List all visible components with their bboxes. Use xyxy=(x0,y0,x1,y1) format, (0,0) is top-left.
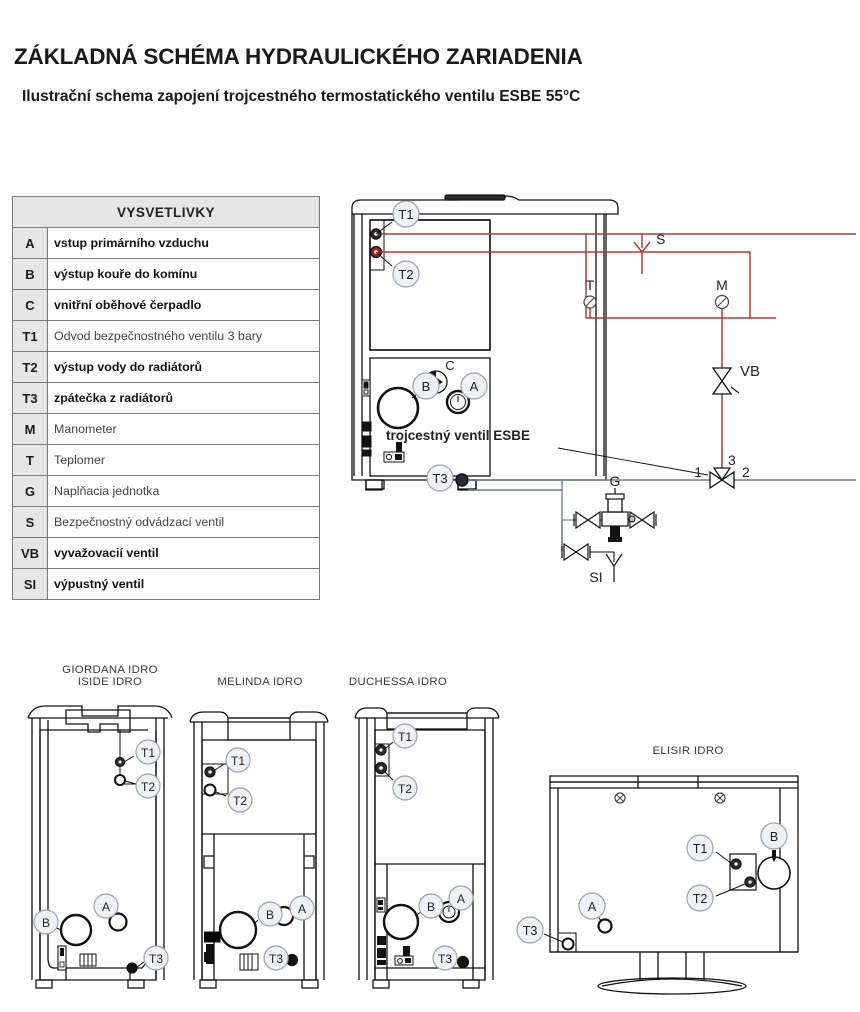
callout-t3 xyxy=(264,946,288,970)
flue-outlet-circle xyxy=(61,915,91,945)
caption-line-1: GIORDANA IDRO xyxy=(62,664,158,676)
legend-key: G xyxy=(13,476,48,507)
elisir-air-inlet xyxy=(599,920,612,933)
callout-a xyxy=(290,896,314,920)
table-row xyxy=(13,445,320,476)
duchessa-ports xyxy=(375,744,389,776)
melinda-ports xyxy=(202,764,228,796)
hydraulic-schematic xyxy=(340,190,860,600)
page-title: ZÁKLADNÁ SCHÉMA HYDRAULICKÉHO ZARIADENIA xyxy=(14,44,583,69)
label-vb: VB xyxy=(740,363,761,380)
model-caption-duchessa xyxy=(318,676,478,688)
callout-t3 xyxy=(427,465,456,491)
callout-t1 xyxy=(215,748,250,772)
caption-line-1: MELINDA IDRO xyxy=(217,676,303,688)
legend-value: vstup primárního vzduchu xyxy=(48,228,320,259)
three-way-valve-esbe xyxy=(710,468,734,488)
esbe-note: trojcestný ventil ESBE xyxy=(385,428,530,443)
legend-value: výpustný ventil xyxy=(48,569,320,600)
subtitle-esbe: ESBE 55°C xyxy=(499,88,581,105)
legend-key: S xyxy=(13,507,48,538)
legend-key: C xyxy=(13,290,48,321)
port-t2-fitting xyxy=(115,775,125,785)
legend-key: T1 xyxy=(13,321,48,352)
svg-text:T1: T1 xyxy=(692,842,708,856)
legend-key: M xyxy=(13,414,48,445)
callout-b xyxy=(412,373,439,399)
svg-text:A: A xyxy=(297,902,307,916)
safety-valve-s xyxy=(634,234,650,274)
port-t3-fitting xyxy=(127,963,137,973)
caption-line-2: ISIDE IDRO xyxy=(77,676,143,688)
svg-text:T2: T2 xyxy=(232,794,248,808)
subtitle-text: Ilustrační schema zapojení trojcestného termostatického ventilu xyxy=(22,88,500,105)
label-g: G xyxy=(609,473,621,489)
elisir-t3 xyxy=(517,917,576,952)
balancing-valve-vb xyxy=(713,368,739,394)
table-row xyxy=(13,259,320,290)
flue-outlet-circle xyxy=(220,912,256,948)
svg-text:A: A xyxy=(469,379,479,394)
svg-text:T2: T2 xyxy=(398,267,414,282)
caption-line-1: ELISIR IDRO xyxy=(652,745,724,757)
caption-line-1: DUCHESSA IDRO xyxy=(348,676,448,688)
callout-a xyxy=(461,373,487,399)
model-diagram-giordana xyxy=(10,700,190,1000)
callout-t2 xyxy=(125,774,160,798)
legend-key: T3 xyxy=(13,383,48,414)
elisir-top-screws xyxy=(615,793,725,803)
svg-text:A: A xyxy=(101,900,111,914)
table-row xyxy=(13,476,320,507)
table-row xyxy=(13,414,320,445)
callout-t1 xyxy=(376,201,419,234)
legend-value: Teplomer xyxy=(48,445,320,476)
legend-key: A xyxy=(13,228,48,259)
flue-outlet-circle xyxy=(378,388,418,428)
callout-a xyxy=(449,886,473,910)
legend-key: T xyxy=(13,445,48,476)
port-t3-fitting xyxy=(563,939,574,950)
legend-header: VYSVETLIVKY xyxy=(13,197,320,228)
legend-key: T2 xyxy=(13,352,48,383)
port-t3-fitting xyxy=(458,957,469,968)
label-m: M xyxy=(716,277,728,293)
table-row xyxy=(13,538,320,569)
legend-value: výstup kouře do komínu xyxy=(48,259,320,290)
svg-text:T1: T1 xyxy=(140,746,156,760)
legend-value: vnitřní oběhové čerpadlo xyxy=(48,290,320,321)
legend-table xyxy=(12,196,320,600)
stove-top-ports xyxy=(370,220,384,270)
svg-text:A: A xyxy=(456,892,466,906)
svg-text:C: C xyxy=(445,358,455,373)
svg-text:T2: T2 xyxy=(140,780,156,794)
legend-key: VB xyxy=(13,538,48,569)
callout-t2 xyxy=(687,884,745,911)
svg-text:T3: T3 xyxy=(268,952,284,966)
table-row xyxy=(13,228,320,259)
callout-t3 xyxy=(137,946,168,970)
legend-value: vyvažovacií ventil xyxy=(48,538,320,569)
port-t3-fitting xyxy=(456,474,468,486)
callout-t2 xyxy=(216,788,252,812)
model-diagram-melinda xyxy=(180,706,350,1002)
table-row xyxy=(13,507,320,538)
model-diagram-elisir xyxy=(510,758,860,1012)
table-row xyxy=(13,383,320,414)
label-t: T xyxy=(585,277,595,293)
legend-value: Naplňacia jednotka xyxy=(48,476,320,507)
callout-b xyxy=(34,910,62,934)
svg-text:T1: T1 xyxy=(397,730,413,744)
esbe-leader-line xyxy=(558,448,708,475)
legend-key: B xyxy=(13,259,48,290)
legend-key: SI xyxy=(13,569,48,600)
callout-b xyxy=(415,894,443,918)
legend-value: výstup vody do radiátorů xyxy=(48,352,320,383)
svg-text:B: B xyxy=(426,900,436,914)
svg-text:T2: T2 xyxy=(397,782,413,796)
table-row xyxy=(13,321,320,352)
label-si: SI xyxy=(589,569,603,585)
manometer-m xyxy=(716,296,729,319)
callout-t1 xyxy=(386,724,417,748)
elisir-flue xyxy=(758,850,790,889)
legend-value: Manometer xyxy=(48,414,320,445)
callout-t2 xyxy=(385,772,417,800)
callout-b xyxy=(254,902,282,926)
table-row xyxy=(13,290,320,321)
table-row xyxy=(13,569,320,600)
stove-main-outline xyxy=(352,195,618,490)
model-caption-elisir xyxy=(558,745,818,757)
giordana-components xyxy=(58,914,137,974)
svg-text:B: B xyxy=(769,830,779,844)
port-t2-fitting xyxy=(205,785,216,796)
callout-c xyxy=(445,358,454,373)
table-row xyxy=(13,352,320,383)
svg-text:T2: T2 xyxy=(692,892,708,906)
legend-value: Odvod bezpečnostného ventilu 3 bary xyxy=(48,321,320,352)
air-inlet-circle xyxy=(599,920,612,933)
callout-b xyxy=(761,823,787,849)
model-caption-giordana xyxy=(50,664,170,688)
svg-text:T3: T3 xyxy=(522,924,538,938)
model-diagram-duchessa xyxy=(345,700,515,1002)
elisir-outline xyxy=(550,776,798,994)
svg-text:T1: T1 xyxy=(230,754,246,768)
svg-text:A: A xyxy=(587,900,597,914)
callout-a xyxy=(579,893,605,921)
callout-a xyxy=(94,894,118,918)
svg-text:B: B xyxy=(421,379,431,394)
label-s: S xyxy=(656,231,666,247)
callout-t1 xyxy=(687,835,731,863)
svg-text:T3: T3 xyxy=(432,471,448,486)
valve-port-2: 2 xyxy=(742,464,750,480)
valve-port-1: 1 xyxy=(694,464,702,480)
svg-text:B: B xyxy=(41,916,51,930)
valve-port-3: 3 xyxy=(728,452,736,468)
svg-text:T3: T3 xyxy=(148,952,164,966)
filling-group-g xyxy=(562,488,656,542)
svg-text:T3: T3 xyxy=(437,952,453,966)
flue-outlet-circle xyxy=(384,905,418,939)
return-piping-blue xyxy=(468,480,856,550)
svg-text:T1: T1 xyxy=(398,207,414,222)
model-caption-melinda xyxy=(200,676,320,688)
page-subtitle xyxy=(22,88,580,106)
legend-body xyxy=(13,228,320,600)
callout-t1 xyxy=(124,740,160,764)
svg-text:B: B xyxy=(265,908,275,922)
legend-value: zpátečka z radiátorů xyxy=(48,383,320,414)
legend-value: Bezpečnostný odvádzací ventil xyxy=(48,507,320,538)
callout-t3 xyxy=(433,946,457,970)
